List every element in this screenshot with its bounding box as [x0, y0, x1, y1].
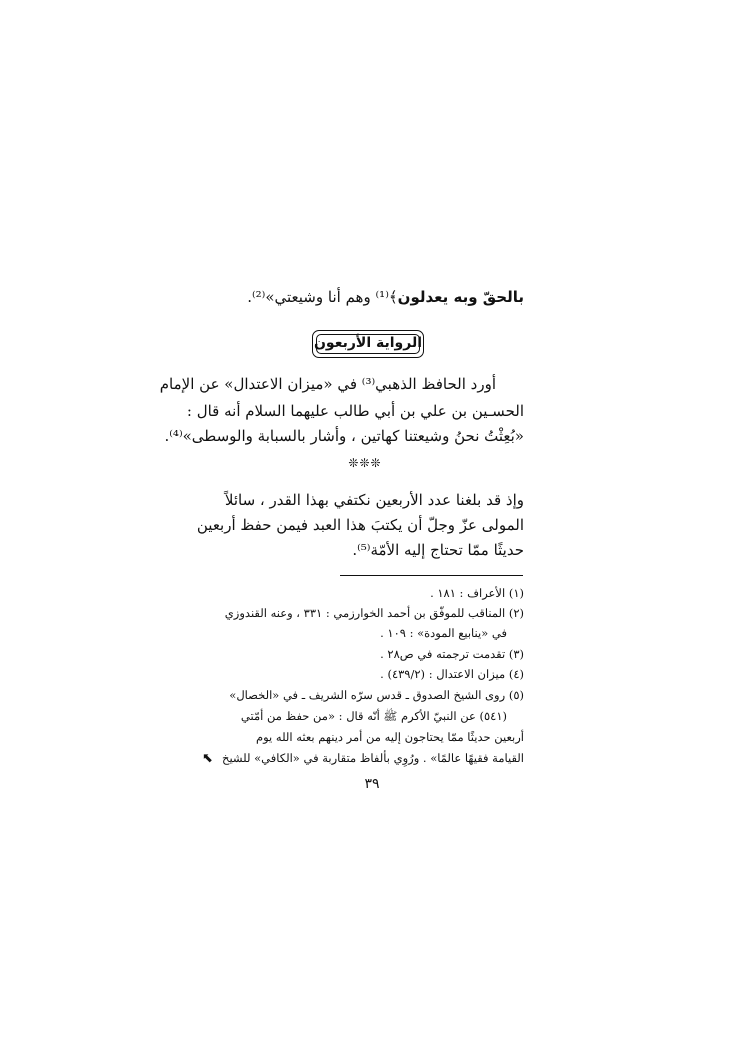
footnote-5-line-4: القيامة فقيهًا عالمًا» . ورُوِي بألفاظ متقاربة في «الكافي» للشيخ — [222, 751, 524, 765]
paragraph2-line-3: حديثًا ممّا تحتاج إليه الأمّة⁽⁵⁾. — [352, 541, 524, 559]
verse-rest-text: ﴾⁽¹⁾ وهم أنا وشيعتي»⁽²⁾. — [247, 288, 398, 306]
page-number: ٣٩ — [364, 776, 380, 792]
paragraph1-line-3: «بُعِثْتُ نحنُ وشيعتنا كهاتين ، وأشار بالسبابة والوسطى»⁽⁴⁾. — [164, 427, 524, 445]
footnote-divider — [340, 575, 523, 576]
footnote-5-line-3: أربعين حديثًا ممّا يحتاجون إليه من أمر دينهم بعثه الله يوم — [255, 730, 524, 744]
section-separator: ❊❊❊ — [348, 456, 382, 470]
paragraph2-line-1: وإذ قد بلغنا عدد الأربعين نكتفي بهذا القدر ، سائلاً — [224, 491, 524, 509]
footnote-3: (٣) تقدمت ترجمته في ص٢٨ . — [380, 647, 524, 661]
footnote-4: (٤) ميزان الاعتدال : (٤٣٩/٢) . — [380, 667, 524, 681]
paragraph2-line-2: المولى عزّ وجلّ أن يكتبَ هذا العبد فيمن حفظ أربعين — [196, 516, 524, 534]
verse-bold-text: بالحقّ وبه يعدلون — [397, 288, 524, 306]
continue-arrow-icon: ⬉ — [202, 751, 213, 766]
section-title: الرواية الأربعون — [313, 335, 423, 351]
paragraph1-line-1: أورد الحافظ الذهبي⁽³⁾ في «ميزان الاعتدال» عن الإمام — [159, 375, 496, 393]
footnote-5: (٥) روى الشيخ الصدوق ـ قدس سرّه الشريف ـ في «الخصال» — [229, 688, 524, 702]
paragraph1-line-2: الحسـين بن علي بن أبي طالب عليهما السلام أنه قال : — [186, 402, 524, 420]
footnote-2: (٢) المناقب للموفّق بن أحمد الخوارزمي : ٣٣١ ، وعنه القندوزي — [224, 606, 524, 620]
footnote-2-continuation: في «ينابيع المودة» : ١٠٩ . — [380, 626, 507, 640]
footnote-5-line-2: (٥٤١) عن النبيّ الأكرم ﷺ أنّه قال : «من حفظ من أمّتي — [240, 709, 507, 723]
footnote-1: (١) الأعراف : ١٨١ . — [430, 586, 524, 600]
top-verse-line — [247, 287, 524, 307]
